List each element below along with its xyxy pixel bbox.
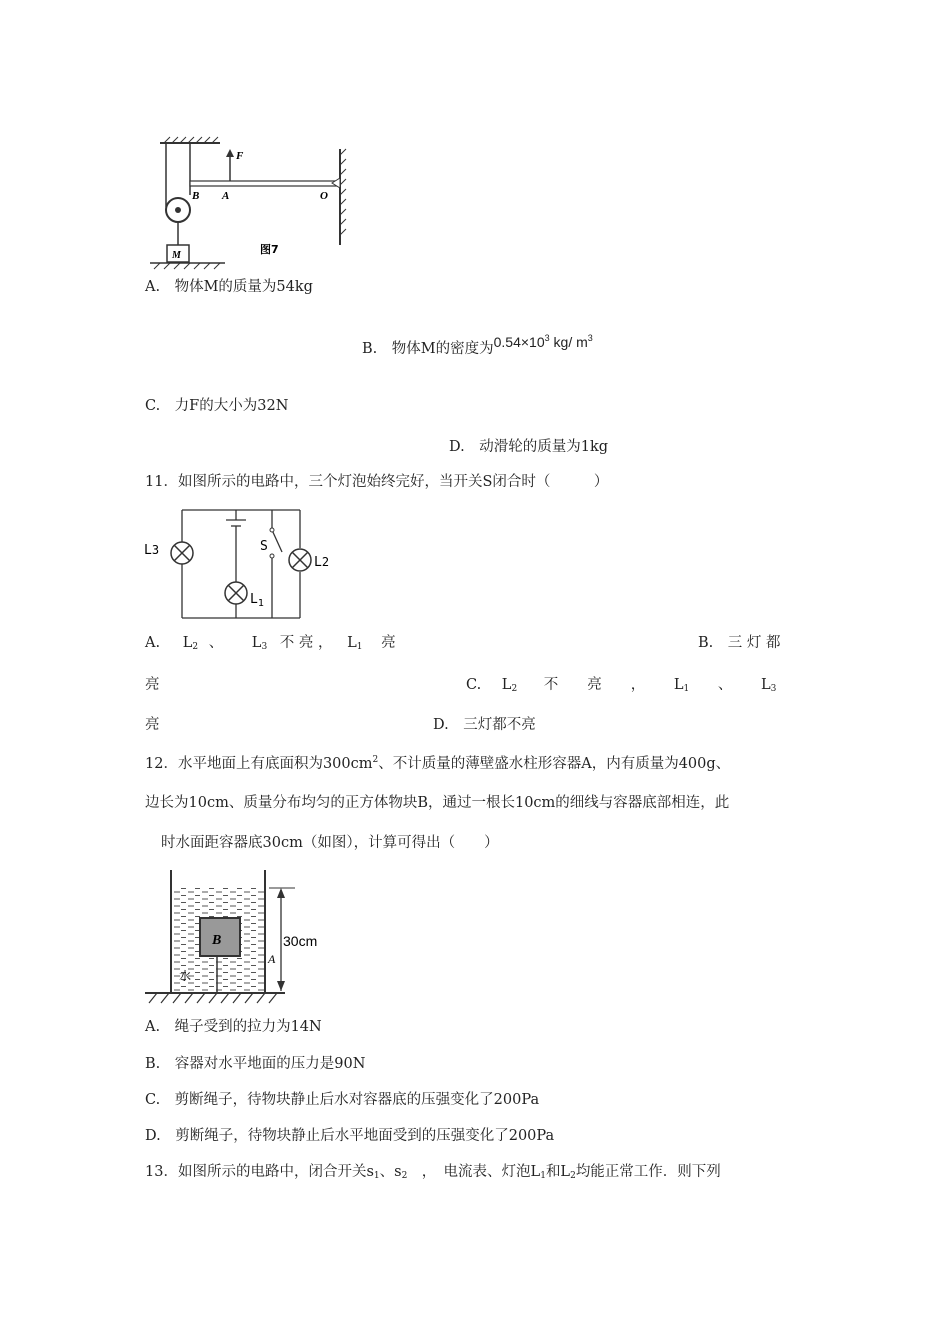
switch-sub: 1 xyxy=(373,1171,380,1181)
label-l3: L3 xyxy=(144,543,160,558)
lamp-l1-icon xyxy=(225,582,247,604)
stem-text: 、s xyxy=(379,1164,402,1180)
lamp-name: L xyxy=(501,677,512,693)
separator: 、 xyxy=(717,677,733,693)
lamp-sub: 3 xyxy=(261,642,268,652)
q10-option-a: A. 物体M的质量为54kg xyxy=(145,279,313,295)
q11-option-d: D. 三灯都不亮 xyxy=(433,717,536,733)
q12-option-a: A. 绳子受到的拉力为14N xyxy=(145,1019,322,1035)
q11-option-c xyxy=(466,678,776,694)
option-label: C. xyxy=(466,677,482,693)
lamp-sub: 1 xyxy=(683,684,690,694)
stem-text: 和L xyxy=(545,1164,571,1180)
switch-sub: 2 xyxy=(401,1171,408,1181)
lever-pulley-figure xyxy=(150,135,360,270)
lamp-sub: 2 xyxy=(192,642,199,652)
water-label: 水 xyxy=(179,969,192,983)
container-figure xyxy=(145,868,345,1008)
lamp-sub: 2 xyxy=(570,1171,576,1181)
lamp-name: L xyxy=(251,635,262,651)
label-l1: $L_1$ xyxy=(250,592,264,609)
separator: 、 xyxy=(208,635,224,651)
option-text: 亮 xyxy=(381,635,396,651)
density-mantissa: 0.54×10 xyxy=(493,334,545,350)
density-exponent: 3 xyxy=(544,333,550,343)
q12-option-c: C. 剪断绳子，待物块静止后水对容器底的压强变化了200Pa xyxy=(145,1092,540,1108)
option-text: 不 亮 ， xyxy=(279,635,333,651)
q11-option-a xyxy=(145,636,396,652)
lamp-name: L xyxy=(673,677,684,693)
lamp-name: L xyxy=(182,635,193,651)
q11-option-b: B. 三 灯 都 xyxy=(698,635,781,651)
label-l2: L2 xyxy=(314,555,330,570)
block-label: B xyxy=(212,933,222,948)
stem-text: 均能正常工作．则下列 xyxy=(575,1164,721,1180)
container-label: A xyxy=(268,952,276,966)
density-formula xyxy=(494,334,593,350)
q10-option-b xyxy=(362,333,593,357)
circuit-figure xyxy=(140,500,340,625)
stem-text: 13．如图所示的电路中，闭合开关s xyxy=(145,1164,374,1180)
label-O: O xyxy=(320,190,328,202)
q11-option-c-end: 亮 xyxy=(145,717,160,733)
lamp-name: L xyxy=(347,635,357,651)
option-text: 不 亮 ， xyxy=(543,677,646,693)
stem-text: 、不计质量的薄壁盛水柱形容器A，内有质量为400g、 xyxy=(378,756,731,772)
q10-option-c: C. 力F的大小为32N xyxy=(145,398,289,414)
q12-option-d: D. 剪断绳子，待物块静止后水平地面受到的压强变化了200Pa xyxy=(145,1128,555,1144)
q10-option-b-text: B. 物体M的密度为 xyxy=(362,341,494,357)
label-M: M xyxy=(172,250,181,261)
q12-option-b: B. 容器对水平地面的压力是90N xyxy=(145,1056,366,1072)
stem-text: ， 电流表、灯泡L xyxy=(407,1164,541,1180)
q13-stem xyxy=(145,1165,721,1181)
label-B: B xyxy=(192,190,200,202)
q11-option-b-end: 亮 xyxy=(145,677,160,693)
density-unit: kg/ m xyxy=(549,334,588,350)
label-s: S xyxy=(260,539,268,554)
label-A: A xyxy=(222,190,230,202)
lamp-l3-icon xyxy=(171,542,193,564)
label-F: F xyxy=(236,150,244,162)
lamp-sub: 2 xyxy=(511,684,518,694)
lamp-sub: 1 xyxy=(356,642,363,652)
lamp-sub: 3 xyxy=(770,684,777,694)
height-label: 30cm xyxy=(283,933,318,949)
lamp-l2-icon xyxy=(289,549,311,571)
figure-caption: 图7 xyxy=(260,243,279,256)
option-label: A. xyxy=(145,635,161,651)
q12-stem-line1 xyxy=(145,756,730,772)
lamp-sub: 1 xyxy=(540,1171,546,1181)
q11-stem: 11．如图所示的电路中，三个灯泡始终完好，当开关S闭合时（ ） xyxy=(145,474,609,490)
q12-stem-line3: 时水面距容器底30cm（如图），计算可得出（ ） xyxy=(161,835,499,851)
lamp-name: L xyxy=(760,677,771,693)
q12-stem-line2: 边长为10cm、质量分布均匀的正方体物块B，通过一根长10cm的细线与容器底部相连，此 xyxy=(145,795,730,811)
density-unit-exponent: 3 xyxy=(587,333,593,343)
q10-option-d: D. 动滑轮的质量为1kg xyxy=(449,439,609,455)
unit-exponent: 2 xyxy=(372,755,379,765)
stem-text: 12．水平地面上有底面积为300cm xyxy=(145,756,373,772)
